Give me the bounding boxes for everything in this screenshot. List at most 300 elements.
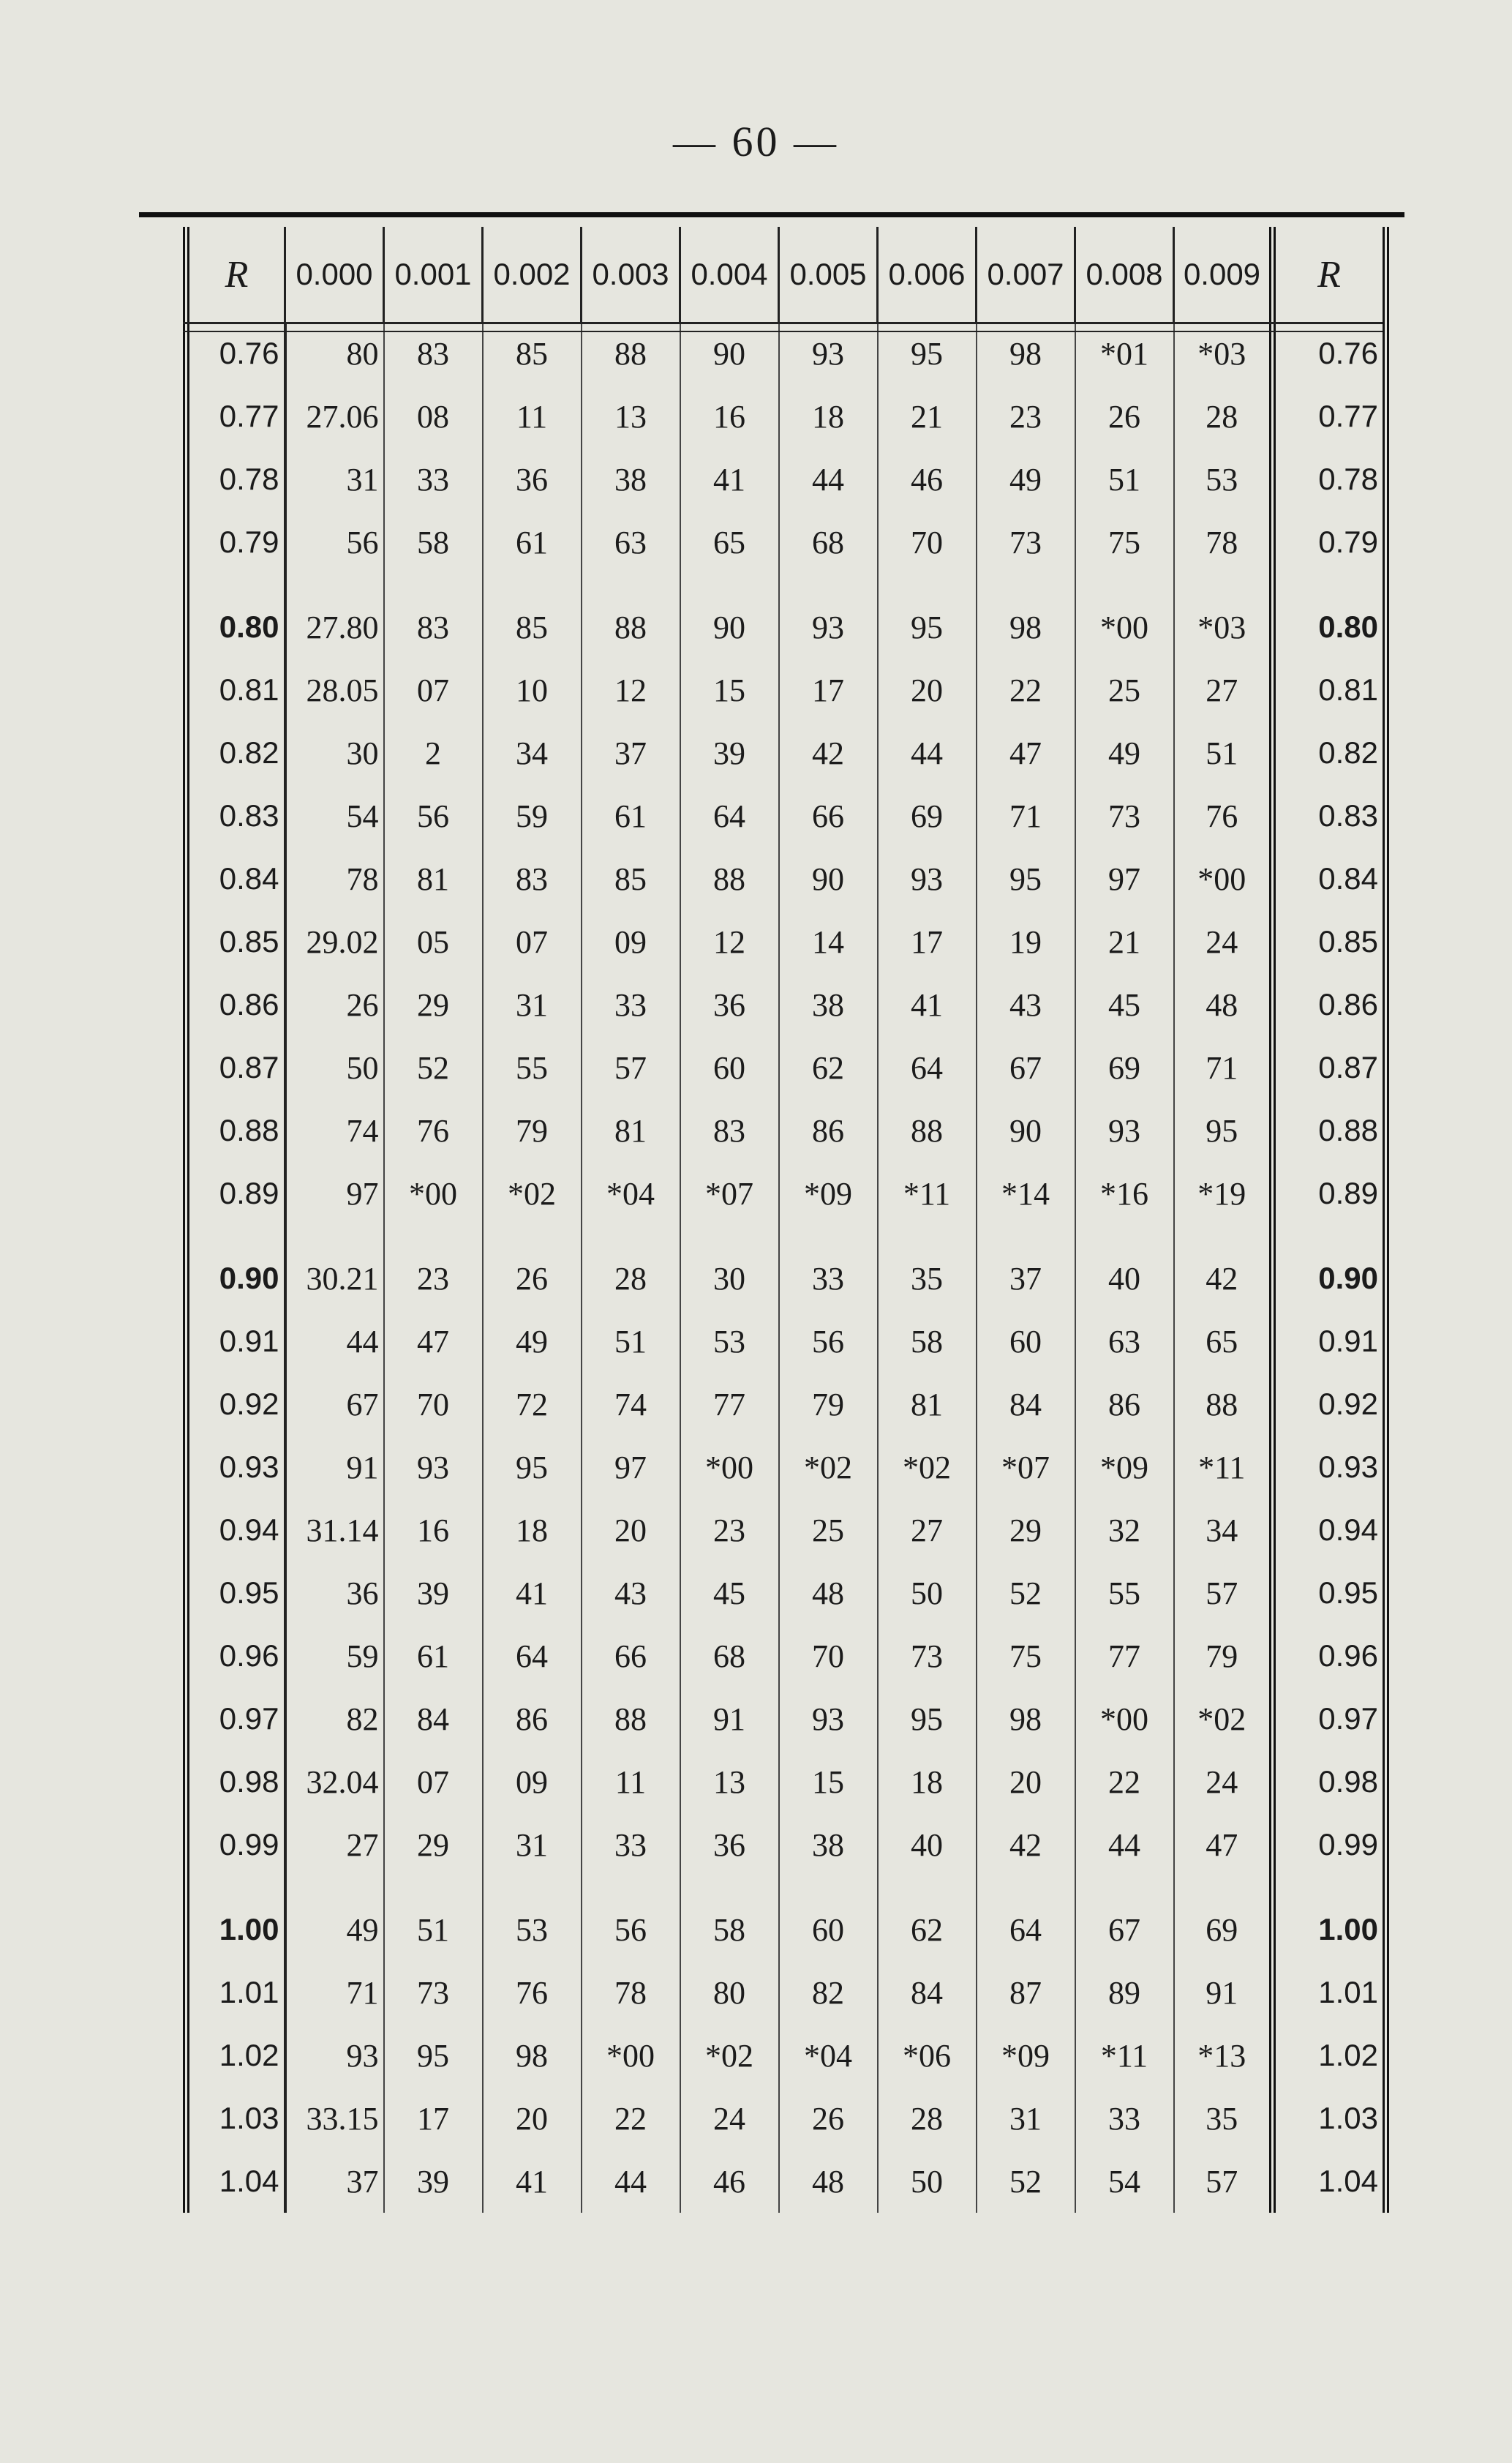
table-row [187,2087,1386,2150]
table-cell: *02 [878,1436,977,1499]
table-cell: 73 [384,1961,483,2024]
table-cell: 44 [582,2150,680,2213]
table-cell: 95 [977,847,1075,910]
table-row [187,385,1386,448]
table-cell: 70 [779,1624,878,1687]
table-cell: 35 [878,1225,977,1310]
table-cell: *02 [779,1436,878,1499]
row-label-right: 0.82 [1273,721,1386,784]
table-cell: 56 [779,1310,878,1373]
table-cell: 30.21 [285,1225,384,1310]
table-cell: 11 [582,1750,680,1813]
table-cell: 12 [680,910,779,973]
row-label-right: 1.00 [1273,1876,1386,1961]
table-cell: 29 [384,1813,483,1876]
table-cell: 25 [779,1499,878,1562]
table-cell: 70 [384,1373,483,1436]
row-label-left: 0.99 [187,1813,285,1876]
table-cell: 79 [483,1099,582,1162]
table-cell: *13 [1174,2024,1273,2087]
row-label-left: 1.03 [187,2087,285,2150]
table-cell: 40 [1075,1225,1174,1310]
table-body [187,322,1386,2213]
row-label-right: 1.03 [1273,2087,1386,2150]
column-header-r-left: R [187,227,285,322]
table-cell: 49 [1075,721,1174,784]
row-label-right: 0.90 [1273,1225,1386,1310]
table-cell: 61 [582,784,680,847]
header-rule-inner [183,331,1383,332]
table-cell: 95 [483,1436,582,1499]
table-cell: 42 [779,721,878,784]
table-cell: 86 [483,1687,582,1750]
table-row [187,847,1386,910]
row-label-right: 0.79 [1273,511,1386,574]
table-row [187,1876,1386,1961]
table-cell: 54 [1075,2150,1174,2213]
table-cell: 69 [1075,1036,1174,1099]
table-cell: 20 [483,2087,582,2150]
table-cell: 56 [285,511,384,574]
column-header: 0.003 [582,227,680,322]
table-cell: 69 [1174,1876,1273,1961]
table-cell: 97 [285,1162,384,1225]
table-cell: 41 [483,2150,582,2213]
table-cell: 20 [582,1499,680,1562]
table-cell: 98 [977,574,1075,659]
table-cell: 83 [384,322,483,385]
table-cell: 76 [483,1961,582,2024]
table-cell: 26 [779,2087,878,2150]
table-cell: 41 [680,448,779,511]
row-label-right: 1.04 [1273,2150,1386,2213]
table-cell: 90 [779,847,878,910]
table-cell: *07 [977,1436,1075,1499]
table-cell: 17 [779,659,878,721]
row-label-left: 0.86 [187,973,285,1036]
row-label-left: 0.88 [187,1099,285,1162]
table-cell: 88 [680,847,779,910]
table-cell: *09 [1075,1436,1174,1499]
row-label-right: 0.97 [1273,1687,1386,1750]
row-label-right: 0.98 [1273,1750,1386,1813]
row-label-left: 1.02 [187,2024,285,2087]
table-cell: *00 [1075,574,1174,659]
table-cell: 09 [582,910,680,973]
table-cell: 66 [582,1624,680,1687]
table-cell: 36 [285,1562,384,1624]
table-cell: 82 [285,1687,384,1750]
table-row [187,973,1386,1036]
table-cell: 86 [779,1099,878,1162]
row-label-right: 0.99 [1273,1813,1386,1876]
table-cell: 93 [285,2024,384,2087]
table-cell: 81 [582,1099,680,1162]
table-cell: 77 [1075,1624,1174,1687]
table-cell: 51 [384,1876,483,1961]
table-cell: 43 [977,973,1075,1036]
table-cell: 33 [1075,2087,1174,2150]
table-cell: 48 [779,2150,878,2213]
table-cell: 88 [582,322,680,385]
table-row [187,721,1386,784]
table-cell: 51 [1075,448,1174,511]
table-row [187,1310,1386,1373]
table-cell: 28.05 [285,659,384,721]
table-cell: 28 [878,2087,977,2150]
row-label-right: 0.92 [1273,1373,1386,1436]
row-label-left: 0.97 [187,1687,285,1750]
table-row [187,448,1386,511]
table-cell: 64 [483,1624,582,1687]
table-cell: 90 [680,574,779,659]
row-label-left: 0.85 [187,910,285,973]
table-cell: 2 [384,721,483,784]
header-rule [183,322,1383,324]
row-label-right: 0.91 [1273,1310,1386,1373]
table-cell: 78 [1174,511,1273,574]
value-table [183,227,1389,2213]
row-label-left: 0.83 [187,784,285,847]
table-cell: 80 [285,322,384,385]
table-cell: 82 [779,1961,878,2024]
row-label-right: 0.76 [1273,322,1386,385]
table-cell: 89 [1075,1961,1174,2024]
table-cell: 72 [483,1373,582,1436]
table-cell: 56 [384,784,483,847]
table-cell: 29.02 [285,910,384,973]
row-label-left: 0.79 [187,511,285,574]
table-cell: 31 [285,448,384,511]
table-cell: 95 [384,2024,483,2087]
table-cell: 48 [1174,973,1273,1036]
table-cell: 52 [384,1036,483,1099]
column-header: 0.002 [483,227,582,322]
table-cell: 93 [878,847,977,910]
table-cell: 47 [977,721,1075,784]
table-cell: *04 [779,2024,878,2087]
table-cell: 24 [680,2087,779,2150]
table-cell: 39 [384,2150,483,2213]
table-cell: 28 [1174,385,1273,448]
row-label-left: 0.89 [187,1162,285,1225]
table-cell: 17 [878,910,977,973]
table-cell: *07 [680,1162,779,1225]
table-row [187,910,1386,973]
table-cell: 09 [483,1750,582,1813]
table-cell: *03 [1174,574,1273,659]
column-header: 0.004 [680,227,779,322]
table-cell: 10 [483,659,582,721]
table-cell: 18 [878,1750,977,1813]
table-cell: 52 [977,1562,1075,1624]
table-cell: 67 [1075,1876,1174,1961]
table-cell: 65 [1174,1310,1273,1373]
table-cell: 29 [384,973,483,1036]
table-cell: 18 [779,385,878,448]
row-label-left: 0.87 [187,1036,285,1099]
table-cell: 75 [977,1624,1075,1687]
table-cell: 98 [483,2024,582,2087]
table-cell: 17 [384,2087,483,2150]
table-cell: 28 [582,1225,680,1310]
table-cell: *09 [779,1162,878,1225]
table-cell: 90 [977,1099,1075,1162]
row-label-right: 0.88 [1273,1099,1386,1162]
table-cell: 48 [779,1562,878,1624]
table-cell: 63 [582,511,680,574]
table-cell: 81 [384,847,483,910]
table-cell: 57 [1174,1562,1273,1624]
table-cell: 56 [582,1876,680,1961]
table-cell: 31 [483,1813,582,1876]
table-cell: 20 [878,659,977,721]
table-cell: 60 [680,1036,779,1099]
table-cell: 52 [977,2150,1075,2213]
table-row [187,1036,1386,1099]
table-cell: 50 [878,2150,977,2213]
table-cell: 95 [878,1687,977,1750]
column-header: 0.000 [285,227,384,322]
page-number: — 60 — [673,118,839,165]
row-label-left: 1.04 [187,2150,285,2213]
table-cell: 05 [384,910,483,973]
table-cell: 64 [680,784,779,847]
table-cell: 68 [680,1624,779,1687]
table-cell: 67 [285,1373,384,1436]
table-cell: 30 [680,1225,779,1310]
row-label-left: 0.76 [187,322,285,385]
row-label-left: 0.92 [187,1373,285,1436]
table-cell: 73 [1075,784,1174,847]
table-cell: *00 [1075,1687,1174,1750]
row-label-right: 1.01 [1273,1961,1386,2024]
table-cell: *00 [582,2024,680,2087]
table-cell: 27 [285,1813,384,1876]
table-cell: *00 [680,1436,779,1499]
row-label-left: 0.98 [187,1750,285,1813]
column-header: 0.001 [384,227,483,322]
table-cell: 93 [1075,1099,1174,1162]
table-cell: 93 [779,574,878,659]
table-row [187,1813,1386,1876]
table-cell: *02 [483,1162,582,1225]
table-cell: 21 [1075,910,1174,973]
table-cell: 13 [680,1750,779,1813]
table-row [187,1162,1386,1225]
table-cell: 71 [977,784,1075,847]
row-label-left: 0.95 [187,1562,285,1624]
table-cell: 87 [977,1961,1075,2024]
table-cell: 15 [779,1750,878,1813]
table-cell: 55 [1075,1562,1174,1624]
table-cell: 08 [384,385,483,448]
table-cell: 71 [1174,1036,1273,1099]
row-label-left: 0.96 [187,1624,285,1687]
table-cell: 59 [483,784,582,847]
row-label-left: 0.78 [187,448,285,511]
table-cell: 31 [977,2087,1075,2150]
table-cell: 23 [977,385,1075,448]
table-row [187,1687,1386,1750]
table-cell: 22 [977,659,1075,721]
table-cell: 43 [582,1562,680,1624]
row-label-right: 0.84 [1273,847,1386,910]
table-cell: 67 [977,1036,1075,1099]
table-cell: 37 [285,2150,384,2213]
column-header: 0.005 [779,227,878,322]
table-cell: 88 [878,1099,977,1162]
table-cell: 36 [680,1813,779,1876]
table-cell: 88 [1174,1373,1273,1436]
row-label-right: 0.77 [1273,385,1386,448]
table-cell: 62 [779,1036,878,1099]
row-label-right: 0.94 [1273,1499,1386,1562]
table-cell: 98 [977,1687,1075,1750]
table-cell: *11 [878,1162,977,1225]
table-cell: 76 [1174,784,1273,847]
row-label-right: 0.93 [1273,1436,1386,1499]
table-cell: 79 [779,1373,878,1436]
table-cell: 31.14 [285,1499,384,1562]
table-cell: 33.15 [285,2087,384,2150]
table-cell: 33 [384,448,483,511]
table-row [187,2150,1386,2213]
table-cell: 95 [1174,1099,1273,1162]
table-cell: 54 [285,784,384,847]
table-cell: 24 [1174,1750,1273,1813]
table-cell: 53 [483,1876,582,1961]
table-cell: 86 [1075,1373,1174,1436]
table-cell: 38 [582,448,680,511]
table-row [187,2024,1386,2087]
table-cell: 59 [285,1624,384,1687]
table-cell: 88 [582,574,680,659]
table-cell: 16 [680,385,779,448]
table-cell: 95 [878,322,977,385]
table-cell: 39 [680,721,779,784]
table-cell: 38 [779,1813,878,1876]
table-cell: 36 [483,448,582,511]
row-label-right: 0.86 [1273,973,1386,1036]
table-row [187,1499,1386,1562]
table-row [187,1562,1386,1624]
table-cell: 47 [384,1310,483,1373]
table-cell: 45 [1075,973,1174,1036]
table-cell: 58 [384,511,483,574]
table-header-row [187,227,1386,322]
table-cell: 30 [285,721,384,784]
table-cell: 35 [1174,2087,1273,2150]
table-row [187,1436,1386,1499]
row-label-right: 0.96 [1273,1624,1386,1687]
row-label-right: 0.80 [1273,574,1386,659]
row-label-right: 0.83 [1273,784,1386,847]
table-cell: 49 [977,448,1075,511]
row-label-left: 0.93 [187,1436,285,1499]
table-cell: 23 [384,1225,483,1310]
table-cell: 68 [779,511,878,574]
table-cell: 93 [779,322,878,385]
table-cell: 36 [680,973,779,1036]
table-row [187,574,1386,659]
row-label-right: 0.87 [1273,1036,1386,1099]
table-cell: 81 [878,1373,977,1436]
table-cell: 07 [384,1750,483,1813]
table-cell: 49 [483,1310,582,1373]
table-cell: 24 [1174,910,1273,973]
table-cell: 93 [384,1436,483,1499]
row-label-left: 1.00 [187,1876,285,1961]
table-cell: 49 [285,1876,384,1961]
table-cell: 27 [878,1499,977,1562]
table-cell: 61 [384,1624,483,1687]
table-cell: 64 [878,1036,977,1099]
table-cell: 29 [977,1499,1075,1562]
table-cell: 97 [1075,847,1174,910]
row-label-right: 0.78 [1273,448,1386,511]
table-cell: 13 [582,385,680,448]
table-cell: 80 [680,1961,779,2024]
table-cell: 31 [483,973,582,1036]
table-cell: 26 [483,1225,582,1310]
table-cell: 95 [878,574,977,659]
table-cell: 33 [582,973,680,1036]
table-cell: 64 [977,1876,1075,1961]
table-cell: 23 [680,1499,779,1562]
table-cell: 55 [483,1036,582,1099]
table-cell: 93 [779,1687,878,1750]
row-label-left: 0.80 [187,574,285,659]
table-cell: 74 [285,1099,384,1162]
table-cell: 32 [1075,1499,1174,1562]
table-cell: 27.06 [285,385,384,448]
table-cell: *11 [1075,2024,1174,2087]
table-row [187,1225,1386,1310]
table-cell: 91 [285,1436,384,1499]
table-cell: 37 [977,1225,1075,1310]
table-cell: 34 [1174,1499,1273,1562]
table-cell: 66 [779,784,878,847]
table-cell: 83 [483,847,582,910]
table-cell: *16 [1075,1162,1174,1225]
column-header-r-right: R [1273,227,1386,322]
table-row [187,659,1386,721]
table-row [187,1961,1386,2024]
table-cell: 57 [582,1036,680,1099]
table-cell: 60 [977,1310,1075,1373]
table-cell: 41 [483,1562,582,1624]
row-label-left: 0.91 [187,1310,285,1373]
table-cell: 42 [977,1813,1075,1876]
table-cell: 70 [878,511,977,574]
table-cell: 84 [977,1373,1075,1436]
table-cell: 61 [483,511,582,574]
table-cell: 45 [680,1562,779,1624]
table-cell: 84 [384,1687,483,1750]
table-cell: 16 [384,1499,483,1562]
table-row [187,1373,1386,1436]
table-cell: *04 [582,1162,680,1225]
table-cell: 33 [779,1225,878,1310]
table-cell: 75 [1075,511,1174,574]
table-cell: 26 [285,973,384,1036]
table-cell: 84 [878,1961,977,2024]
table-cell: 83 [384,574,483,659]
table-cell: 78 [582,1961,680,2024]
table-cell: 39 [384,1562,483,1624]
column-header: 0.008 [1075,227,1174,322]
